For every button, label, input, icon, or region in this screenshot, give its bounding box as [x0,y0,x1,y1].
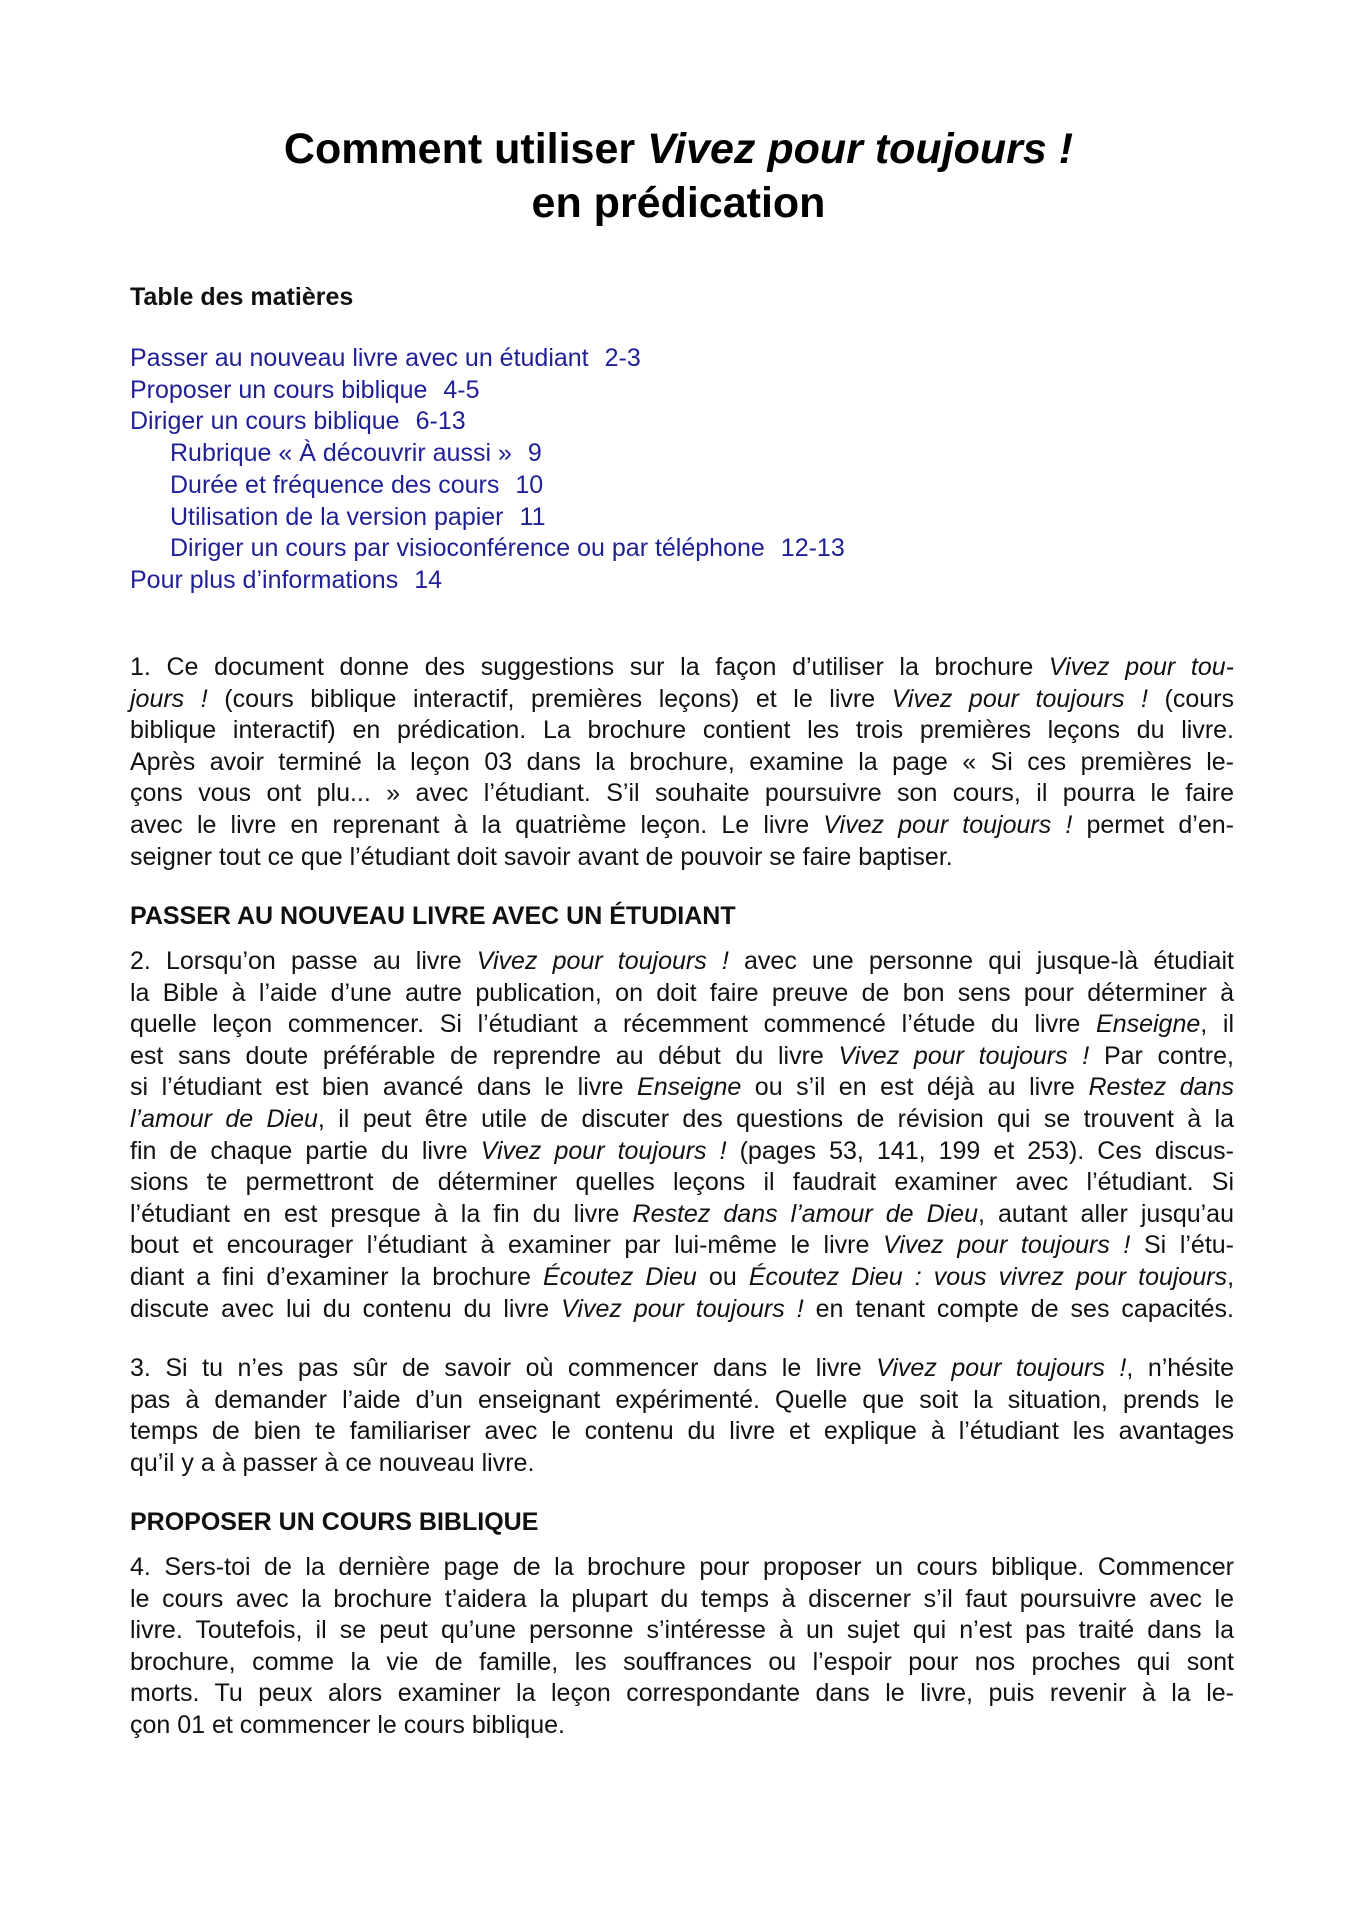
toc-link-pages: 2-3 [604,344,641,372]
toc-link-pages: 10 [515,470,544,499]
text-run: bout et encourager l’étudiant à examiner par lui-même le livre [130,1231,883,1260]
toc-sublink[interactable] [130,470,845,502]
paragraph-2 [130,946,1234,1325]
text-run: discute avec lui du contenu du livre [130,1294,562,1323]
toc-link-label: Passer au nouveau livre avec un étudiant [130,344,589,372]
text-line [130,684,1234,716]
text-line: brochure, comme la vie de famille, les souffrances ou l’espoir pour nos proches qui sont [130,1647,1234,1676]
text-line [130,1294,1234,1326]
text-run: , [1227,1262,1235,1291]
book-title: Écoutez Dieu [542,1262,697,1291]
text-line: Après avoir terminé la leçon 03 dans la brochure, examine la page « Si ces premières le- [130,747,1234,776]
text-run: Par contre, [1089,1041,1234,1070]
text-run: 1. Ce document donne des suggestions sur la façon d’utiliser la brochure [130,653,1049,681]
text-run: avec le livre en reprenant à la quatrième leçon. Le livre [130,810,824,839]
title-line-1 [0,123,1357,175]
text-line: 4. Sers-toi de la dernière page de la brochure pour proposer un cours biblique. Commencer [130,1553,1234,1581]
text-run: est sans doute préférable de reprendre au début du livre [130,1041,839,1070]
paragraph-4-container [130,1552,1234,1742]
section-heading-passer: PASSER AU NOUVEAU LIVRE AVEC UN ÉTUDIANT [130,902,736,930]
book-title: Restez dans [1088,1073,1234,1102]
text-run: Si l’étu- [1130,1231,1235,1260]
book-title: Vivez pour toujours ! [838,1041,1090,1070]
text-run: , autant aller jusqu’au [977,1199,1234,1228]
text-run: l’étudiant en est presque à la fin du livre [130,1199,633,1228]
toc-link-pages: 4-5 [443,375,480,404]
text-line: seigner tout ce que l’étudiant doit savoir avant de pouvoir se faire baptiser. [130,842,953,871]
book-title: Vivez pour toujours ! [480,1136,727,1165]
text-run: diant a fini d’examiner la brochure [130,1262,543,1291]
toc-link-pages: 14 [414,565,443,594]
paragraph-1-container [130,652,1234,873]
text-line: çons vous ont plu... » avec l’étudiant. S’il souhaite poursuivre son cours, il pourra le faire [130,779,1234,808]
book-title: Vivez pour toujours ! [882,1231,1131,1260]
text-line: le cours avec la brochure t’aidera la plupart du temps à discerner s’il faut poursuivre avec le [130,1584,1234,1613]
text-line: la Bible à l’aide d’une autre publication, on doit faire preuve de bon sens pour déterminer à [130,978,1234,1007]
text-run: 3. Si tu n’es pas sûr de savoir où commencer dans le livre [130,1354,877,1382]
text-line [130,946,1234,978]
book-title: Vivez pour toujours ! [476,947,729,975]
text-line [130,1104,1234,1136]
paragraph-1 [130,652,1234,873]
title-prefix: Comment utiliser [283,125,648,173]
toc-link-pages: 12-13 [780,534,845,563]
section-heading-container [130,902,1234,931]
text-run: permet d’en- [1072,810,1234,839]
text-line [130,1009,1234,1041]
text-line: livre. Toutefois, il se peut qu’une personne s’intéresse à un sujet qui n’est pas traité dans la [130,1616,1234,1645]
text-line [130,1072,1234,1104]
text-run: ou [696,1262,749,1291]
toc-link[interactable] [130,406,845,438]
toc-link-label: Pour plus d’informations [130,565,399,594]
text-run: , il [1200,1010,1235,1039]
text-run: (cours biblique interactif, premières leçons) et le livre [207,684,892,713]
paragraph-2-container [130,946,1234,1325]
text-line [130,1199,1234,1231]
text-line [130,652,1234,684]
toc-link-pages: 6-13 [415,407,466,436]
text-line: qu’il y a à passer à ce nouveau livre. [130,1448,535,1477]
text-run: (pages 53, 141, 199 et 253). Ces discus- [726,1136,1235,1165]
toc-link-pages: 11 [519,502,546,531]
book-title: Vivez pour tou- [1048,653,1234,681]
text-line [130,1041,1234,1073]
toc-link-label: Diriger un cours biblique [130,407,400,436]
toc-sublink[interactable] [130,438,845,470]
section-heading-proposer: PROPOSER UN COURS BIBLIQUE [130,1508,539,1536]
book-title: Vivez pour toujours ! [891,684,1148,713]
text-run: si l’étudiant est bien avancé dans le livre [130,1073,638,1102]
text-run: quelle leçon commencer. Si l’étudiant a récemment commencé l’étude du livre [130,1010,1097,1039]
text-line: sions te permettront de déterminer quelles leçons il faudrait examiner avec l’étudiant. Si [130,1168,1234,1197]
text-line [130,1230,1234,1262]
text-run: en tenant compte de ses capacités. [803,1294,1234,1323]
text-line [130,1262,1234,1294]
table-of-contents [130,343,845,597]
section-heading-container [130,1508,1234,1537]
book-title: jours ! [130,684,208,713]
toc-link[interactable] [130,565,845,597]
text-run: fin de chaque partie du livre [130,1136,481,1165]
book-title: Enseigne [1096,1010,1201,1039]
text-line: pas à demander l’aide d’un enseignant expérimenté. Quelle que soit la situation, prends le [130,1385,1234,1414]
book-title: Restez dans l’amour de Dieu [632,1199,978,1228]
text-line [130,810,1234,842]
toc-link-pages: 9 [527,439,542,468]
toc-heading: Table des matières [130,283,354,311]
text-line: morts. Tu peux alors examiner la leçon correspondante dans le livre, puis revenir à la le- [130,1679,1234,1708]
book-title: Écoutez Dieu : vous vivrez pour toujours [748,1262,1228,1291]
book-title: Vivez pour toujours ! [823,810,1073,839]
text-line [130,1353,1234,1385]
text-run: , n’hésite [1126,1354,1234,1382]
text-run: (cours [1147,684,1234,713]
toc-link-label: Durée et fréquence des cours [170,470,500,499]
toc-sublink[interactable] [130,533,845,565]
title-book-name: Vivez pour toujours ! [647,125,1074,173]
book-title: Vivez pour toujours ! [561,1294,804,1323]
text-line: çon 01 et commencer le cours biblique. [130,1710,565,1739]
paragraph-4 [130,1552,1234,1742]
text-line: biblique interactif) en prédication. La brochure contient les trois premières leçons du livre. [130,716,1234,745]
text-run: avec une personne qui jusque-là étudiait [728,947,1234,975]
toc-link[interactable] [130,343,845,375]
text-run: ou s’il en est déjà au livre [741,1073,1089,1102]
toc-link-label: Diriger un cours par visioconférence ou par téléphone [170,534,765,563]
toc-link-label: Proposer un cours biblique [130,375,428,404]
book-title: l’amour de Dieu [130,1104,318,1133]
toc-link-label: Rubrique « À découvrir aussi » [170,439,512,468]
book-title: Vivez pour toujours ! [876,1354,1127,1382]
text-run: , il peut être utile de discuter des questions de révision qui se trouvent à la [317,1104,1235,1133]
toc-link-label: Utilisation de la version papier [170,502,504,531]
title-line-2: en prédication [531,179,826,227]
text-line: temps de bien te familiariser avec le contenu du livre et explique à l’étudiant les avantages [130,1417,1234,1446]
paragraph-3-container [130,1353,1234,1479]
text-line [130,1136,1234,1168]
toc-sublink[interactable] [130,502,845,534]
paragraph-3 [130,1353,1234,1479]
book-title: Enseigne [637,1073,742,1102]
toc-link[interactable] [130,375,845,407]
text-run: 2. Lorsqu’on passe au livre [130,947,477,975]
